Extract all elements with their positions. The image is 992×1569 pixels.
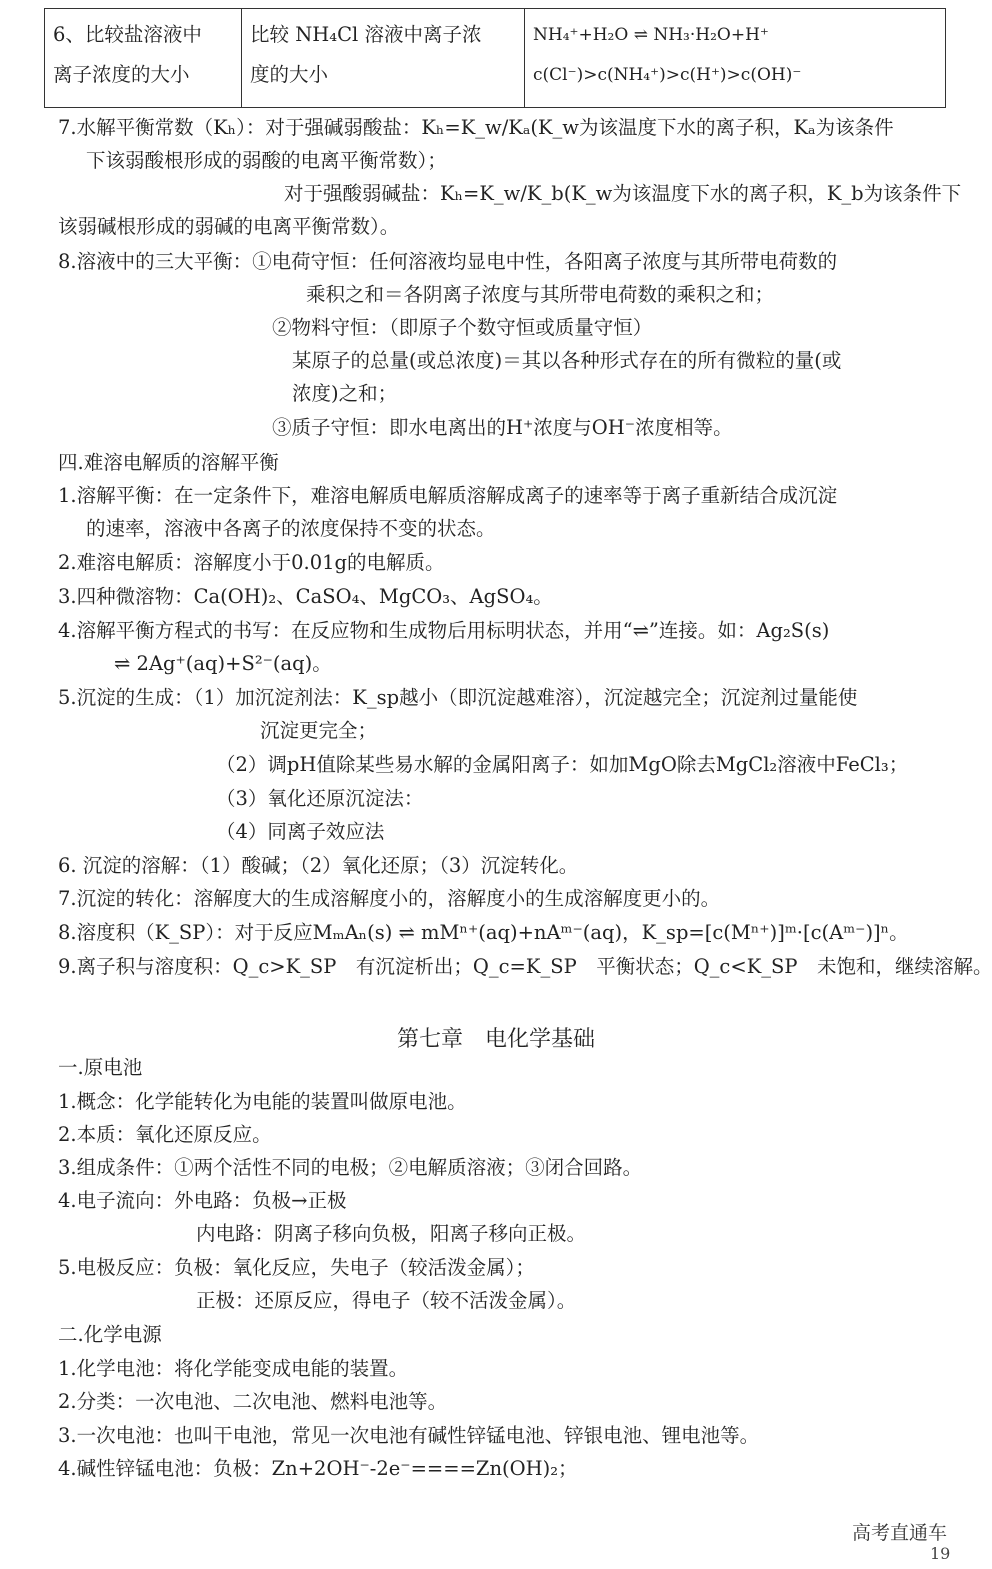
- text-line: 5.沉淀的生成：（1）加沉淀剂法：K_sp越小（即沉淀越难溶），沉淀越完全；沉淀剂过量能使: [58, 686, 858, 709]
- text-line: 9.离子积与溶度积：Q_c>K_SP 有沉淀析出；Q_c=K_SP 平衡状态；Q_c<K_SP 未饱和，继续溶解。: [58, 955, 992, 978]
- text-line: 2.本质：氧化还原反应。: [58, 1123, 272, 1146]
- table-row: [45, 9, 946, 108]
- table-cell-line: 比较 NH₄Cl 溶液中离子浓: [250, 23, 482, 46]
- chapter-title: 第七章 电化学基础: [396, 1027, 595, 1052]
- text-line: 3.组成条件：①两个活性不同的电极；②电解质溶液；③闭合回路。: [58, 1156, 643, 1179]
- text-line: 某原子的总量(或总浓度)＝其以各种形式存在的所有微粒的量(或: [292, 349, 842, 372]
- text-line: 8.溶度积（K_SP）：对于反应MₘAₙ(s) ⇌ mMⁿ⁺(aq)+nAᵐ⁻(aq)，K_sp=[c(Mⁿ⁺)]ᵐ·[c(Aᵐ⁻)]ⁿ。: [58, 921, 909, 944]
- text-line: 内电路：阴离子移向负极，阳离子移向正极。: [196, 1222, 587, 1245]
- table-cell-answer: [525, 9, 946, 108]
- text-line: 下该弱酸根形成的弱酸的电离平衡常数）；: [86, 149, 447, 172]
- text-line: 2.分类：一次电池、二次电池、燃料电池等。: [58, 1390, 448, 1413]
- table-cell-line: 度的大小: [250, 63, 329, 86]
- text-line: 浓度)之和；: [292, 382, 398, 405]
- page-number: 19: [930, 1544, 951, 1563]
- text-line: （4）同离子效应法: [216, 820, 385, 843]
- text-line: 1.溶解平衡：在一定条件下，难溶电解质电解质溶解成离子的速率等于离子重新结合成沉淀: [58, 484, 838, 507]
- text-line: 沉淀更完全；: [260, 719, 378, 742]
- text-line: 7.水解平衡常数（Kₕ）：对于强碱弱酸盐：Kₕ=K_w/Kₐ(K_w为该温度下水的离子积，Kₐ为该条件: [58, 116, 894, 139]
- comparison-table: [44, 8, 946, 108]
- table-cell-topic: [45, 9, 242, 108]
- text-line: 8.溶液中的三大平衡：①电荷守恒：任何溶液均显电中性，各阳离子浓度与其所带电荷数的: [58, 250, 838, 273]
- text-line: 2.难溶电解质：溶解度小于0.01g的电解质。: [58, 551, 445, 574]
- table-cell-line: NH₄⁺+H₂O ⇌ NH₃·H₂O+H⁺: [533, 25, 769, 45]
- table-cell-line: c(Cl⁻)>c(NH₄⁺)>c(H⁺)>c(OH)⁻: [533, 65, 802, 85]
- text-line: 该弱碱根形成的弱碱的电离平衡常数）。: [58, 215, 400, 238]
- section-heading: 一.原电池: [58, 1056, 143, 1079]
- text-line: 1.化学电池：将化学能变成电能的装置。: [58, 1357, 409, 1380]
- text-line: 4.溶解平衡方程式的书写：在反应物和生成物后用标明状态，并用“⇌”连接。如：Ag₂S(s): [58, 619, 830, 642]
- text-line: 3.一次电池：也叫干电池，常见一次电池有碱性锌锰电池、锌银电池、锂电池等。: [58, 1424, 760, 1447]
- text-line: 对于强酸弱碱盐：Kₕ=K_w/K_b(K_w为该温度下水的离子积，K_b为该条件下: [284, 182, 962, 205]
- text-line: 7.沉淀的转化：溶解度大的生成溶解度小的，溶解度小的生成溶解度更小的。: [58, 887, 721, 910]
- text-line: 1.概念：化学能转化为电能的装置叫做原电池。: [58, 1090, 467, 1113]
- text-line: 4.电子流向：外电路：负极→正极: [58, 1189, 347, 1212]
- section-heading: 二.化学电源: [58, 1323, 162, 1346]
- text-line: 的速率，溶液中各离子的浓度保持不变的状态。: [86, 517, 496, 540]
- text-line: ③质子守恒：即水电离出的H⁺浓度与OH⁻浓度相等。: [272, 416, 733, 439]
- watermark: 高考直通车: [852, 1522, 948, 1544]
- text-line: 5.电极反应：负极：氧化反应，失电子（较活泼金属）；: [58, 1256, 535, 1279]
- text-line: 6. 沉淀的溶解：（1）酸碱；（2）氧化还原；（3）沉淀转化。: [58, 854, 579, 877]
- text-line: 乘积之和＝各阴离子浓度与其所带电荷数的乘积之和；: [306, 283, 775, 306]
- text-line: ②物料守恒：（即原子个数守恒或质量守恒）: [272, 316, 653, 339]
- text-line: （3）氧化还原沉淀法：: [216, 787, 424, 810]
- text-line: 正极：还原反应，得电子（较不活泼金属）。: [196, 1289, 577, 1312]
- text-line: （2）调pH值除某些易水解的金属阳离子：如加MgO除去MgCl₂溶液中FeCl₃；: [216, 753, 909, 776]
- text-line: 4.碱性锌锰电池：负极：Zn+2OH⁻-2e⁻====Zn(OH)₂；: [58, 1457, 578, 1480]
- text-line: ⇌ 2Ag⁺(aq)+S²⁻(aq)。: [114, 652, 332, 675]
- table-cell-task: [242, 9, 525, 108]
- table-cell-line: 6、比较盐溶液中: [53, 23, 202, 46]
- table-cell-line: 离子浓度的大小: [53, 63, 190, 86]
- section-heading: 四.难溶电解质的溶解平衡: [58, 451, 279, 474]
- text-line: 3.四种微溶物：Ca(OH)₂、CaSO₄、MgCO₃、AgSO₄。: [58, 585, 553, 608]
